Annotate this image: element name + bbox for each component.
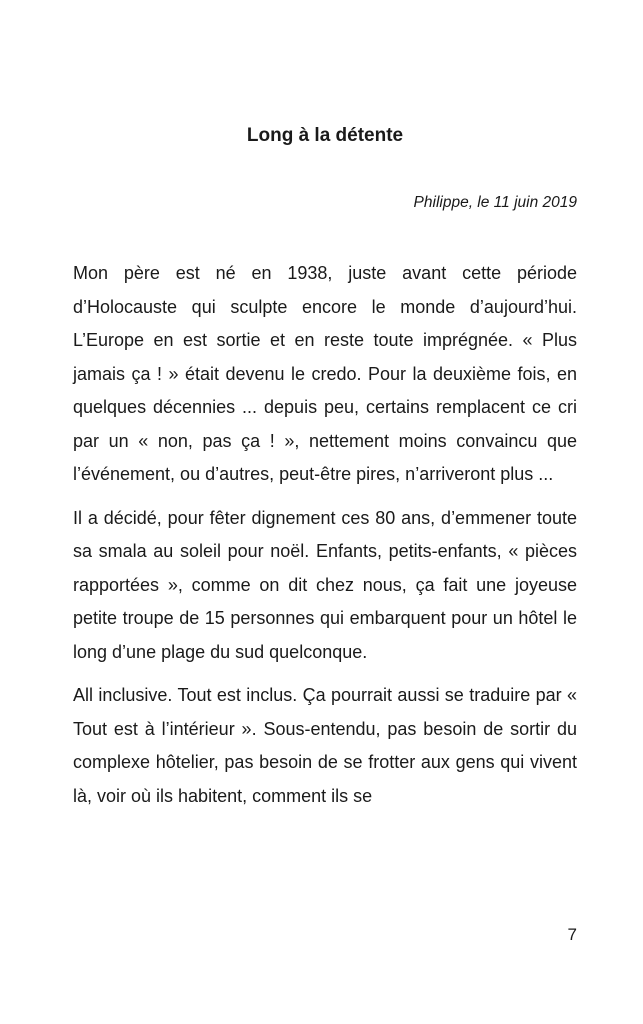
byline: Philippe, le 11 juin 2019 xyxy=(413,194,577,211)
page-number: 7 xyxy=(567,925,577,944)
paragraph: Mon père est né en 1938, juste avant cette période d’Holocauste qui sculpte encore le monde d’aujourd’hui. L’Europe en est sortie et en reste toute imprégnée. « Plus jamais ça ! » était devenu le credo. Pour la deuxième fois, en quelques décennies ... depuis peu, certains remplacent ce cri par un « non, pas ça ! », nettement moins convaincu que l’événement, ou d’autres, peut-être pires, n’arriveront plus ... xyxy=(73,263,577,484)
chapter-body xyxy=(73,257,577,823)
paragraph: All inclusive. Tout est inclus. Ça pourrait aussi se traduire par « Tout est à l’intérieur ». Sous-entendu, pas besoin de sortir du complexe hôtelier, pas besoin de se frotter aux gens qui vivent là, voir où ils habitent, comment ils se xyxy=(73,685,577,806)
chapter-title: Long à la détente xyxy=(246,125,404,146)
paragraph: Il a décidé, pour fêter dignement ces 80 ans, d’emmener toute sa smala au soleil pour noël. Enfants, petits-enfants, « pièces rapportées », comme on dit chez nous, ça fait une joyeuse petite troupe de 15 personnes qui embarquent pour un hôtel le long d’une plage du sud quelconque. xyxy=(73,507,577,662)
book-page xyxy=(73,0,577,1024)
